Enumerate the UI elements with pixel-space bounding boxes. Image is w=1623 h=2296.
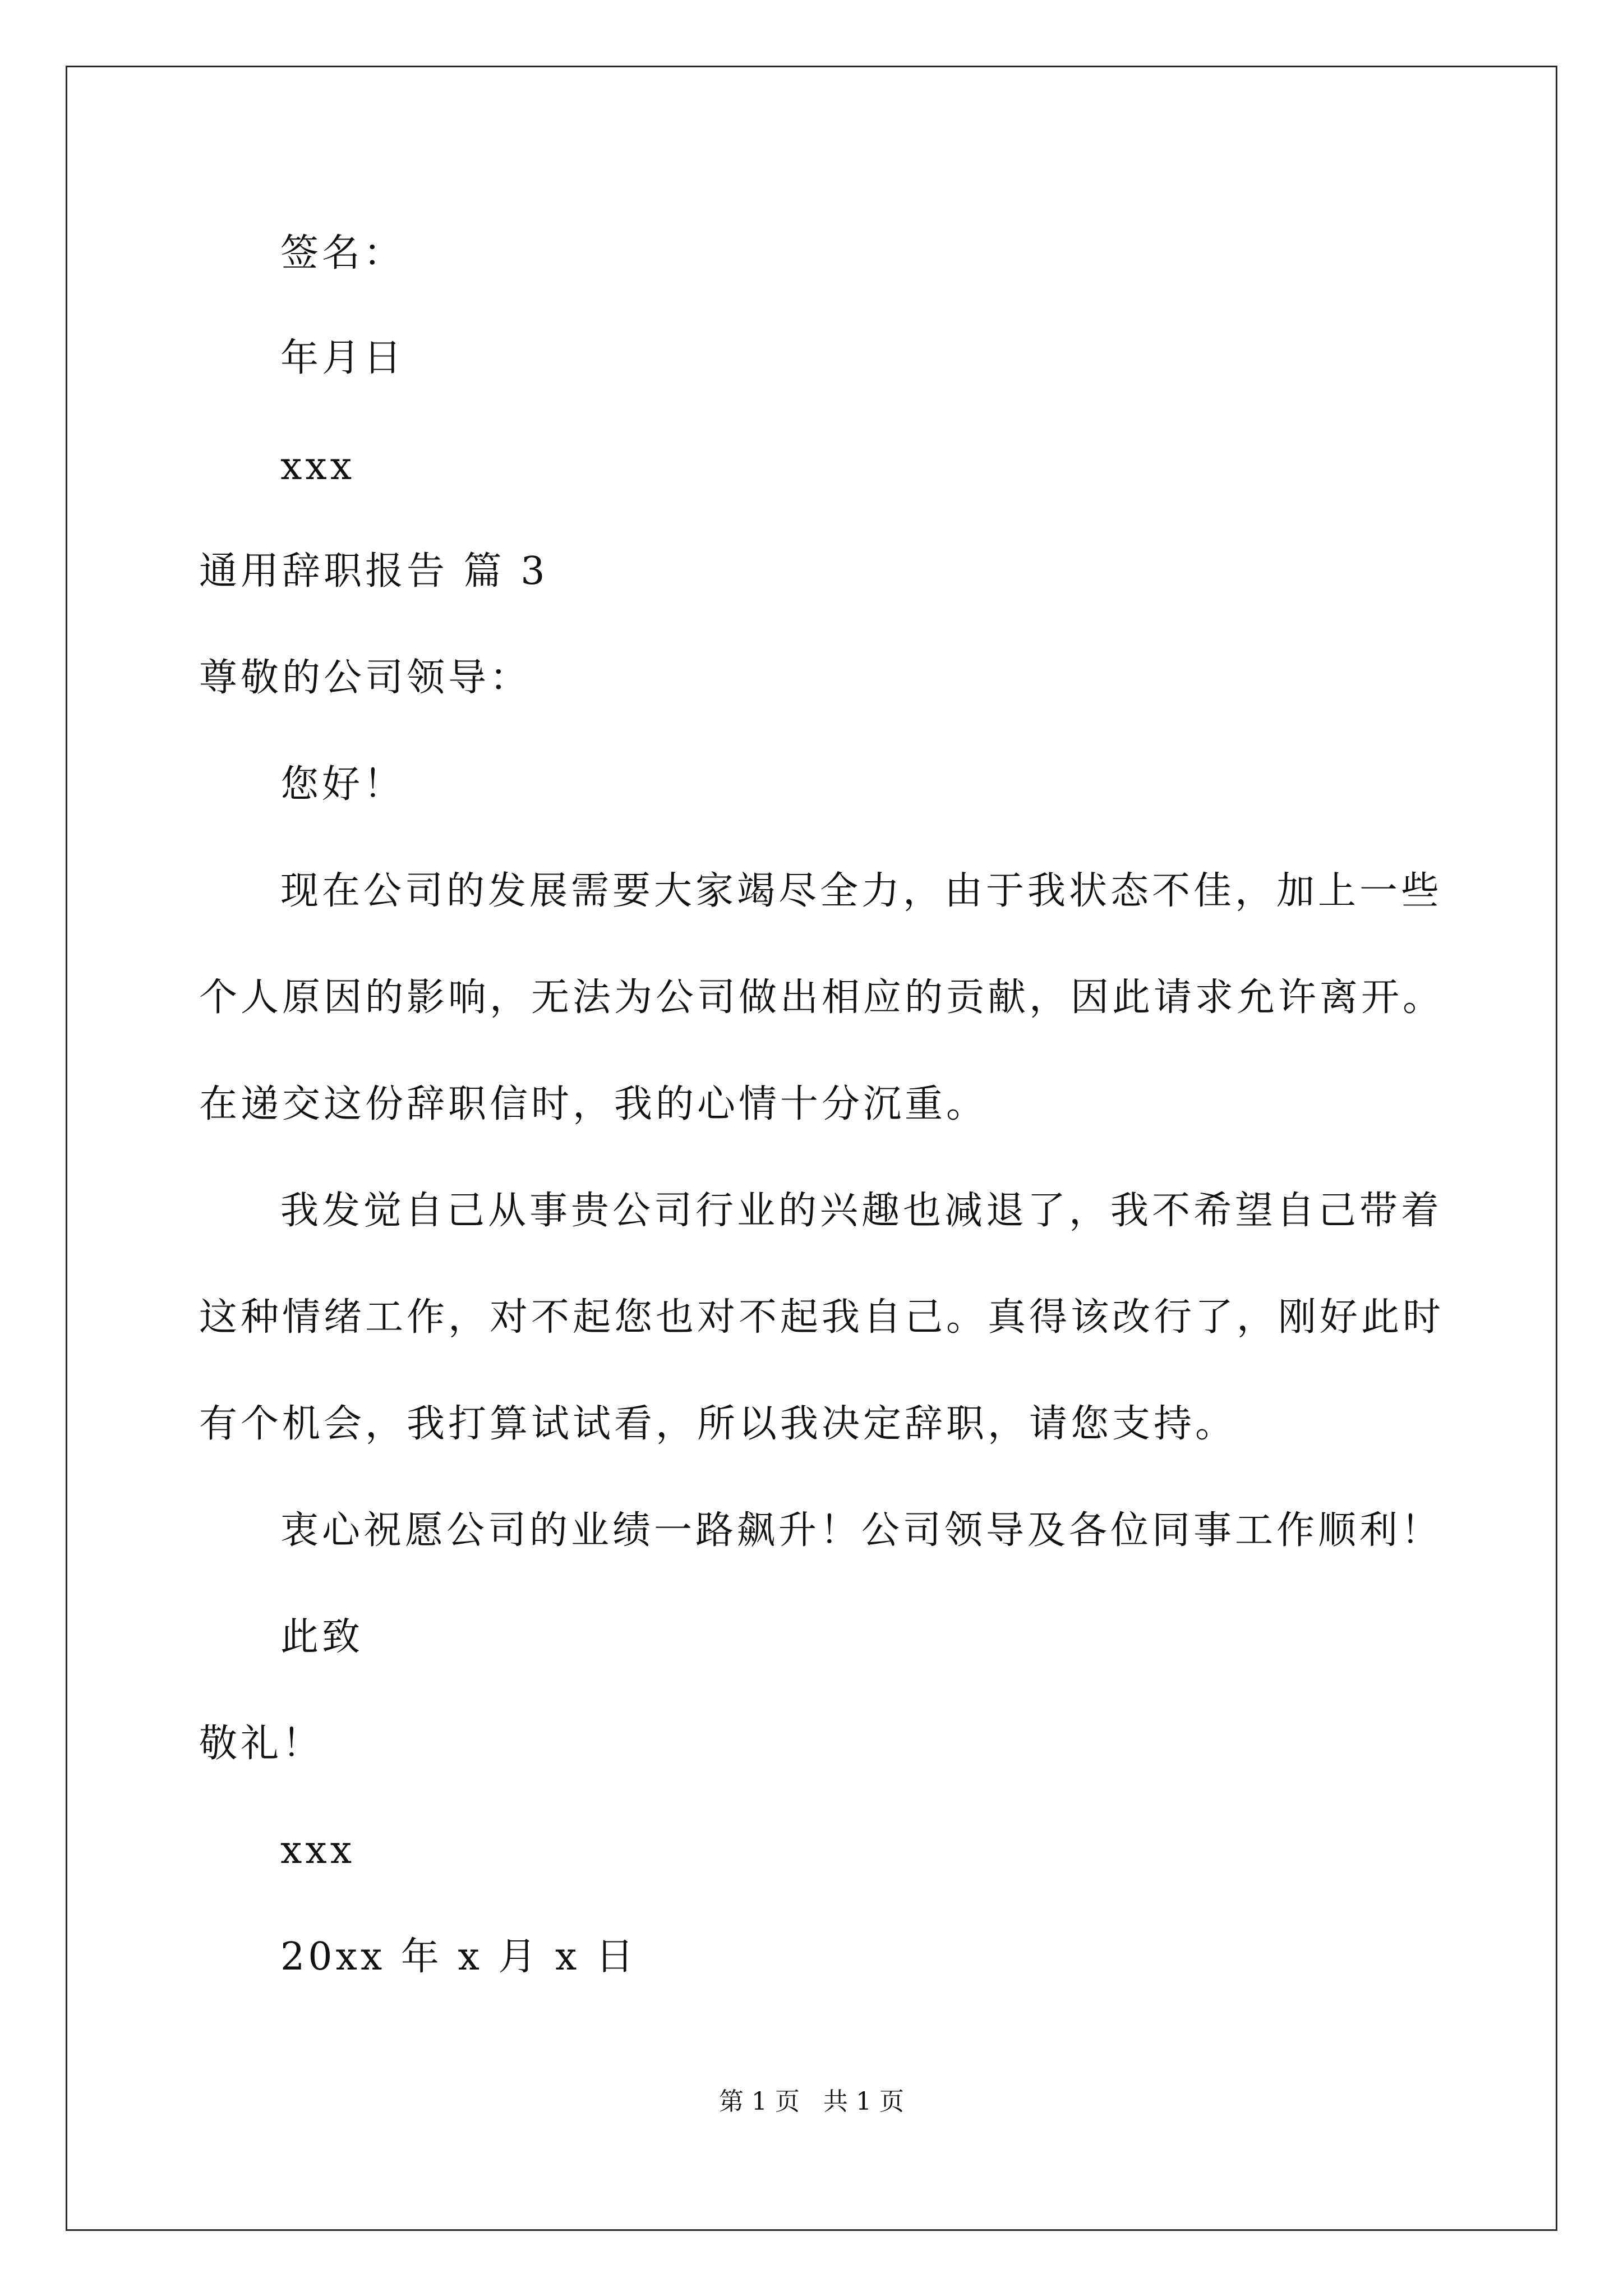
closing-1: 此致 <box>280 1615 364 1659</box>
paragraph-2-line-1: 我发觉自己从事贵公司行业的兴趣也减退了，我不希望自己带着 <box>280 1189 1443 1233</box>
section-title: 通用辞职报告 篇 3 <box>199 549 548 593</box>
signature-label: 签名： <box>280 231 405 275</box>
date-placeholder: 年月日 <box>280 336 405 380</box>
paragraph-1-line-2: 个人原因的影响，无法为公司做出相应的贡献，因此请求允许离开。 <box>199 976 1445 1020</box>
paragraph-2-line-2: 这种情绪工作，对不起您也对不起我自己。真得该改行了，刚好此时 <box>199 1295 1445 1340</box>
page-footer: 第 1 页 共 1 页 <box>719 2087 904 2116</box>
paragraph-1-line-3: 在递交这份辞职信时，我的心情十分沉重。 <box>199 1082 988 1126</box>
signer-bottom: xxx <box>280 1828 356 1872</box>
closing-2: 敬礼！ <box>199 1722 324 1766</box>
greeting: 您好！ <box>280 762 405 807</box>
date-bottom: 20xx 年 x 月 x 日 <box>280 1935 638 1979</box>
signer-top: xxx <box>280 444 356 489</box>
paragraph-2-line-3: 有个机会，我打算试试看，所以我决定辞职，请您支持。 <box>199 1402 1237 1446</box>
paragraph-1-line-1: 现在公司的发展需要大家竭尽全力，由于我状态不佳，加上一些 <box>280 869 1443 913</box>
wishes: 衷心祝愿公司的业绩一路飙升！公司领导及各位同事工作顺利！ <box>280 1508 1443 1553</box>
salutation: 尊敬的公司领导： <box>199 656 532 700</box>
page-border <box>66 66 1557 2231</box>
